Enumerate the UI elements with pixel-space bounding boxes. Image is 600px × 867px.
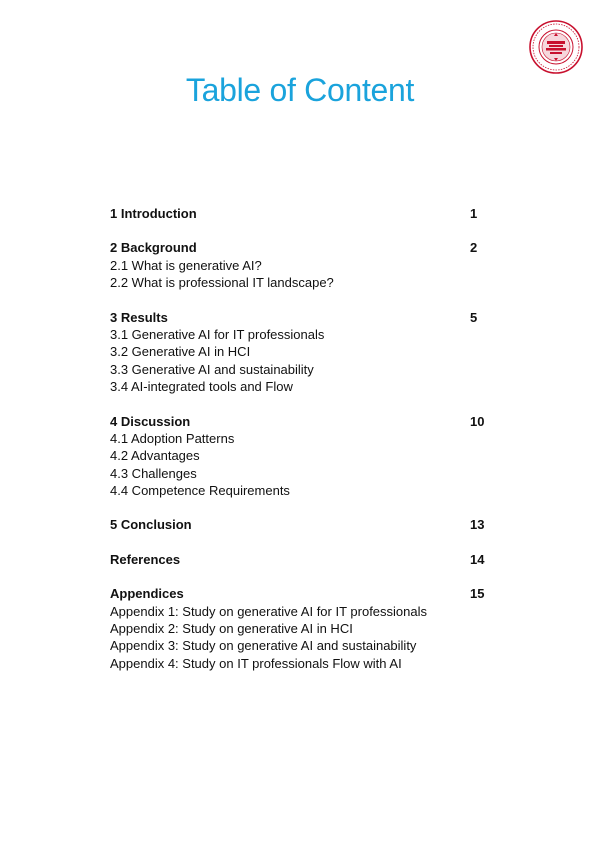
toc-page-number: 5 — [470, 309, 478, 325]
toc-section — [110, 239, 510, 291]
toc-heading-row[interactable] — [110, 585, 510, 602]
toc-section — [110, 309, 510, 396]
toc-heading-row[interactable] — [110, 551, 510, 568]
toc-subitem[interactable]: 3.3 Generative AI and sustainability — [110, 361, 314, 377]
toc-page-number: 15 — [470, 586, 485, 602]
toc-subitem[interactable]: Appendix 2: Study on generative AI in HCI — [110, 621, 353, 637]
toc-subitem[interactable]: 4.2 Advantages — [110, 448, 200, 464]
toc-subitem[interactable]: 3.1 Generative AI for IT professionals — [110, 326, 325, 342]
toc-heading-row[interactable] — [110, 309, 510, 326]
toc-page-number: 2 — [470, 240, 478, 256]
toc-subitem[interactable]: Appendix 3: Study on generative AI and sustainability — [110, 638, 417, 654]
toc-page-number: 10 — [470, 413, 485, 429]
toc-subitem[interactable]: 4.4 Competence Requirements — [110, 483, 290, 499]
toc-subitem[interactable]: 4.1 Adoption Patterns — [110, 430, 235, 446]
toc-heading-label: 2 Background — [110, 240, 197, 256]
toc-subitem[interactable]: 2.1 What is generative AI? — [110, 257, 262, 273]
toc-subitem[interactable]: 2.2 What is professional IT landscape? — [110, 275, 334, 291]
toc-subitem[interactable]: 4.3 Challenges — [110, 465, 197, 481]
toc-heading-row[interactable] — [110, 413, 510, 430]
page-title: Table of Content — [185, 72, 415, 108]
university-seal-icon — [529, 20, 583, 74]
toc-page-number: 14 — [470, 551, 485, 567]
toc-heading-label: 5 Conclusion — [110, 517, 192, 533]
toc-section — [110, 516, 510, 533]
toc-heading-label: 4 Discussion — [110, 413, 191, 429]
toc-heading-row[interactable] — [110, 205, 510, 222]
toc-subitem[interactable]: Appendix 4: Study on IT professionals Flow with AI — [110, 655, 402, 671]
toc-section — [110, 413, 510, 500]
toc-page-number: 13 — [470, 517, 485, 533]
toc-section — [110, 205, 510, 222]
toc-heading-label: Appendices — [110, 586, 184, 602]
toc-subitem[interactable]: 3.2 Generative AI in HCI — [110, 344, 251, 360]
toc-subitem[interactable]: Appendix 1: Study on generative AI for IT professionals — [110, 603, 428, 619]
table-of-contents — [110, 205, 510, 689]
toc-subitem[interactable]: 3.4 AI-integrated tools and Flow — [110, 379, 293, 395]
toc-heading-row[interactable] — [110, 516, 510, 533]
toc-page-number: 1 — [470, 206, 478, 221]
toc-section — [110, 551, 510, 568]
toc-heading-label: 3 Results — [110, 309, 168, 325]
toc-heading-label: 1 Introduction — [110, 206, 197, 221]
toc-section — [110, 585, 510, 672]
toc-heading-label: References — [110, 551, 181, 567]
toc-heading-row[interactable] — [110, 239, 510, 256]
